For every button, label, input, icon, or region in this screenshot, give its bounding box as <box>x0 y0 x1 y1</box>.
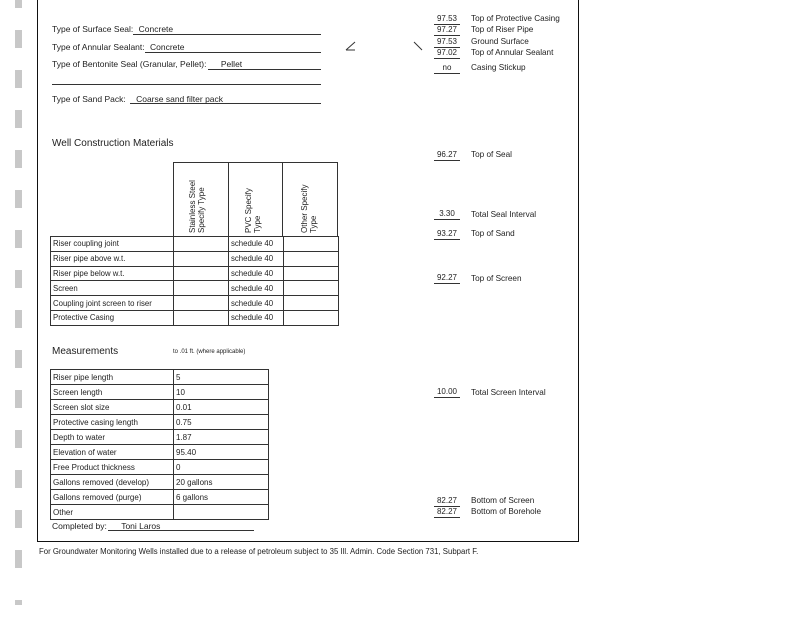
annular-sealant-value: Concrete <box>150 42 185 52</box>
annular-sealant-field <box>52 42 185 52</box>
table-row <box>51 445 269 460</box>
elev-label-bottom-of-borehole: Bottom of Borehole <box>471 507 542 516</box>
col-pvc: PVC Specify Type <box>244 188 262 233</box>
cell-stainless <box>174 251 229 266</box>
measurement-value: 0 <box>174 460 269 475</box>
surface-seal-field <box>52 24 173 34</box>
table-row <box>51 460 269 475</box>
measurement-value: 6 gallons <box>174 490 269 505</box>
cell-other <box>284 266 339 281</box>
cell-stainless <box>174 281 229 296</box>
elev-label-top-of-sand: Top of Sand <box>471 229 515 238</box>
measurement-value <box>174 505 269 520</box>
measurements-heading: Measurements <box>52 346 119 357</box>
elev-value-bottom-of-screen: 82.27 <box>436 496 458 505</box>
elev-value-top-riser-pipe: 97.27 <box>436 25 458 34</box>
footer-note: For Groundwater Monitoring Wells installed due to a release of petroleum subject to 35 Ill. Admin. Code Section 731, Subpart F. <box>39 547 479 556</box>
elev-label-total-seal-interval: Total Seal Interval <box>471 210 537 219</box>
measurement-value: 0.01 <box>174 400 269 415</box>
table-row <box>51 475 269 490</box>
measurement-value: 0.75 <box>174 415 269 430</box>
row-label: Riser pipe below w.t. <box>51 266 174 281</box>
cell-other <box>284 296 339 311</box>
bentonite-seal-field <box>52 59 242 69</box>
table-row <box>51 400 269 415</box>
cell-other <box>284 237 339 252</box>
col-stainless-steel: Stainless Steel Specify Type <box>188 180 206 233</box>
table-row <box>51 296 339 311</box>
surface-seal-value: Concrete <box>138 24 174 34</box>
cell-pvc: schedule 40 <box>229 296 284 311</box>
cell-pvc: schedule 40 <box>229 237 284 252</box>
table-row <box>51 281 339 296</box>
elev-label-top-of-screen: Top of Screen <box>471 274 522 283</box>
row-label: Riser pipe above w.t. <box>51 251 174 266</box>
sand-pack-label: Type of Sand Pack: <box>52 94 126 104</box>
table-row <box>51 370 269 385</box>
sand-pack-value: Coarse sand filter pack <box>136 94 224 104</box>
elev-label-top-annular-sealant: Top of Annular Sealant <box>471 48 554 57</box>
elev-value-casing-stickup: no <box>442 63 452 72</box>
measurement-label: Gallons removed (develop) <box>51 475 174 490</box>
elev-value-total-screen-interval: 10.00 <box>436 387 458 396</box>
table-row <box>51 237 339 252</box>
construction-materials-heading: Well Construction Materials <box>52 138 174 149</box>
cell-pvc: schedule 40 <box>229 251 284 266</box>
materials-column-header <box>173 162 338 237</box>
elev-value-top-of-sand: 93.27 <box>436 229 458 238</box>
cell-stainless <box>174 266 229 281</box>
elev-label-top-riser-pipe: Top of Riser Pipe <box>471 25 534 34</box>
elev-value-total-seal-interval: 3.30 <box>439 209 455 218</box>
elev-value-top-of-seal: 96.27 <box>436 150 458 159</box>
elev-value-top-of-screen: 92.27 <box>436 273 458 282</box>
cell-other <box>284 310 339 325</box>
cell-stainless <box>174 296 229 311</box>
construction-materials-table <box>50 236 339 326</box>
cell-pvc: schedule 40 <box>229 281 284 296</box>
elev-value-ground-surface: 97.53 <box>436 37 458 46</box>
col-other: Other Specify Type <box>300 184 318 233</box>
measurement-label: Screen length <box>51 385 174 400</box>
table-row <box>51 490 269 505</box>
row-label: Protective Casing <box>51 310 174 325</box>
cell-other <box>284 281 339 296</box>
measurement-label: Gallons removed (purge) <box>51 490 174 505</box>
table-row <box>51 251 339 266</box>
measurement-label: Riser pipe length <box>51 370 174 385</box>
elev-label-ground-surface: Ground Surface <box>471 37 529 46</box>
table-row <box>51 385 269 400</box>
elev-label-top-protective-casing: Top of Protective Casing <box>471 14 560 23</box>
cell-other <box>284 251 339 266</box>
table-row <box>51 266 339 281</box>
measurements-note: to .01 ft. (where applicable) <box>173 349 246 355</box>
completed-by-value: Toni Laros <box>121 521 161 531</box>
cell-pvc: schedule 40 <box>229 310 284 325</box>
elev-label-bottom-of-screen: Bottom of Screen <box>471 496 535 505</box>
elev-value-top-annular-sealant: 97.02 <box>436 48 458 57</box>
cell-stainless <box>174 237 229 252</box>
table-row <box>51 415 269 430</box>
table-row <box>51 430 269 445</box>
measurement-label: Other <box>51 505 174 520</box>
elev-value-bottom-of-borehole: 82.27 <box>436 507 458 516</box>
measurement-label: Protective casing length <box>51 415 174 430</box>
cell-stainless <box>174 310 229 325</box>
measurement-label: Elevation of water <box>51 445 174 460</box>
completed-by-label: Completed by: <box>52 521 107 531</box>
measurement-value: 95.40 <box>174 445 269 460</box>
row-label: Riser coupling joint <box>51 237 174 252</box>
measurement-value: 10 <box>174 385 269 400</box>
measurement-value: 20 gallons <box>174 475 269 490</box>
measurements-table <box>50 369 269 520</box>
measurement-value: 5 <box>174 370 269 385</box>
measurement-value: 1.87 <box>174 430 269 445</box>
elev-label-top-of-seal: Top of Seal <box>471 150 512 159</box>
table-row <box>51 310 339 325</box>
surface-seal-label: Type of Surface Seal: <box>52 24 134 34</box>
bentonite-seal-value: Pellet <box>220 59 243 69</box>
elev-label-casing-stickup: Casing Stickup <box>471 63 526 72</box>
bentonite-seal-label: Type of Bentonite Seal (Granular, Pellet): <box>52 59 207 69</box>
elev-value-top-protective-casing: 97.53 <box>436 14 458 23</box>
well-diagram-lines <box>340 38 430 62</box>
annular-sealant-label: Type of Annular Sealant: <box>52 42 145 52</box>
measurement-label: Screen slot size <box>51 400 174 415</box>
measurement-label: Free Product thickness <box>51 460 174 475</box>
elev-label-total-screen-interval: Total Screen Interval <box>471 388 546 397</box>
measurement-label: Depth to water <box>51 430 174 445</box>
row-label: Screen <box>51 281 174 296</box>
row-label: Coupling joint screen to riser <box>51 296 174 311</box>
cell-pvc: schedule 40 <box>229 266 284 281</box>
table-row <box>51 505 269 520</box>
